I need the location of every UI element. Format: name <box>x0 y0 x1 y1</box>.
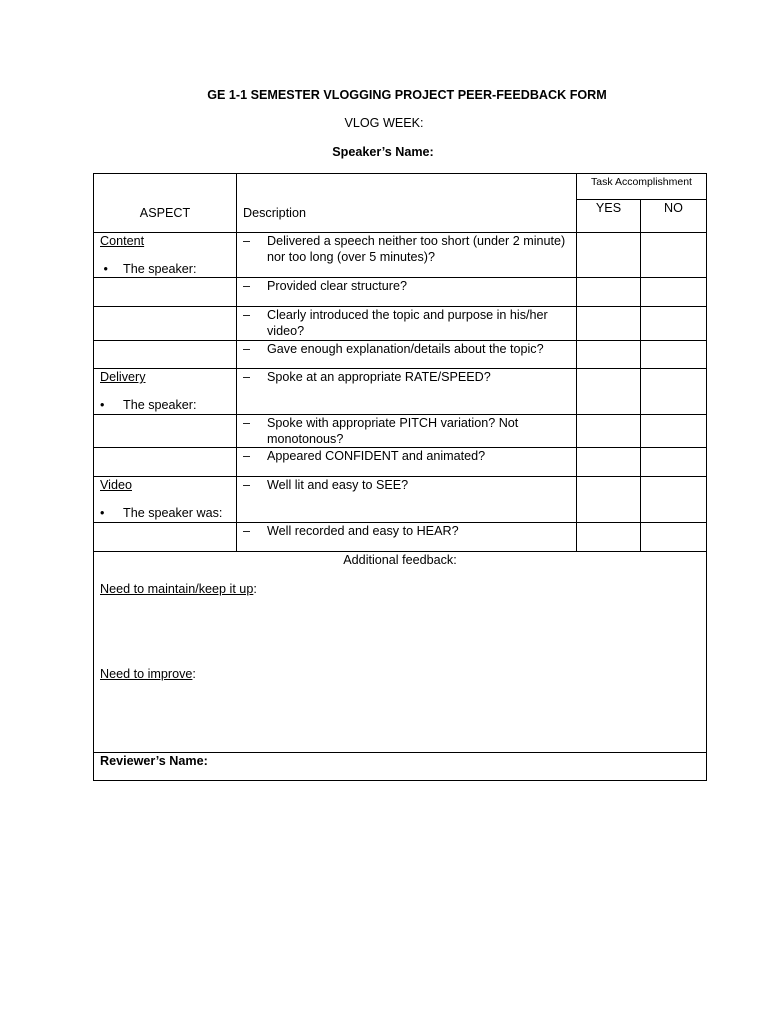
video-bullet-text: The speaker was: <box>123 506 223 520</box>
bullet-icon: • <box>100 506 105 520</box>
aspect-header-label: ASPECT <box>139 206 191 220</box>
improve-line <box>100 666 700 682</box>
delivery-aspect-cell <box>94 369 237 415</box>
description-text: Provided clear structure? <box>267 279 407 293</box>
description-cell <box>237 448 577 477</box>
dash-icon: – <box>243 308 251 322</box>
yes-checkbox-cell[interactable] <box>577 415 641 448</box>
video-bullet <box>100 505 230 521</box>
video-aspect-label: Video <box>100 478 132 492</box>
yes-checkbox-cell[interactable] <box>577 307 641 341</box>
description-text: Appeared CONFIDENT and animated? <box>267 449 486 463</box>
speaker-name-label: Speaker’s Name: <box>332 145 434 159</box>
no-checkbox-cell[interactable] <box>641 233 707 278</box>
no-checkbox-cell[interactable] <box>641 307 707 341</box>
yes-checkbox-cell[interactable] <box>577 341 641 369</box>
additional-feedback-cell[interactable] <box>94 552 707 753</box>
maintain-colon: : <box>253 582 257 596</box>
task-accomplishment-header: Task Accomplishment <box>577 174 707 200</box>
description-cell <box>237 523 577 552</box>
reviewer-name-label: Reviewer’s Name: <box>100 754 208 768</box>
content-bullet-text: The speaker: <box>123 262 197 276</box>
description-header <box>237 174 577 233</box>
video-aspect-cell <box>94 477 237 523</box>
description-text: Spoke at an appropriate RATE/SPEED? <box>267 370 491 384</box>
no-checkbox-cell[interactable] <box>641 523 707 552</box>
aspect-cell-empty <box>94 341 237 369</box>
form-title: GE 1-1 SEMESTER VLOGGING PROJECT PEER-FEEDBACK FORM <box>207 88 607 102</box>
description-text: Delivered a speech neither too short (under 2 minute) nor too long (over 5 minutes)? <box>267 234 566 264</box>
content-aspect-cell <box>94 233 237 278</box>
dash-icon: – <box>243 342 251 356</box>
reviewer-name-cell[interactable] <box>94 753 707 781</box>
no-checkbox-cell[interactable] <box>641 278 707 307</box>
description-cell <box>237 278 577 307</box>
improve-colon: : <box>192 667 196 681</box>
additional-feedback-title: Additional feedback: <box>343 553 457 567</box>
delivery-bullet-text: The speaker: <box>123 398 197 412</box>
no-checkbox-cell[interactable] <box>641 415 707 448</box>
no-checkbox-cell[interactable] <box>641 369 707 415</box>
description-text: Well recorded and easy to HEAR? <box>267 524 459 538</box>
yes-checkbox-cell[interactable] <box>577 278 641 307</box>
dash-icon: – <box>243 234 251 248</box>
vlog-week-label: VLOG WEEK: <box>344 116 424 130</box>
delivery-aspect-label: Delivery <box>100 370 146 384</box>
description-cell <box>237 415 577 448</box>
aspect-cell-empty <box>94 448 237 477</box>
aspect-cell-empty <box>94 415 237 448</box>
description-cell <box>237 341 577 369</box>
aspect-cell-empty <box>94 307 237 341</box>
maintain-label: Need to maintain/keep it up <box>100 582 254 596</box>
bullet-icon: • <box>100 398 105 412</box>
description-cell <box>237 307 577 341</box>
improve-label: Need to improve <box>100 667 193 681</box>
no-checkbox-cell[interactable] <box>641 477 707 523</box>
yes-header: YES <box>577 200 641 233</box>
dash-icon: – <box>243 524 251 538</box>
description-text: Well lit and easy to SEE? <box>267 478 409 492</box>
aspect-cell-empty <box>94 278 237 307</box>
description-text: Clearly introduced the topic and purpose in his/her video? <box>267 308 548 338</box>
description-header-label: Description <box>243 206 306 220</box>
description-cell <box>237 233 577 278</box>
content-bullet <box>100 261 230 277</box>
dash-icon: – <box>243 478 251 492</box>
maintain-line <box>100 581 700 597</box>
yes-checkbox-cell[interactable] <box>577 523 641 552</box>
description-text: Gave enough explanation/details about the topic? <box>267 342 544 356</box>
peer-feedback-table <box>93 173 707 781</box>
no-checkbox-cell[interactable] <box>641 448 707 477</box>
yes-checkbox-cell[interactable] <box>577 448 641 477</box>
dash-icon: – <box>243 370 251 384</box>
delivery-bullet <box>100 397 230 413</box>
description-cell <box>237 477 577 523</box>
yes-checkbox-cell[interactable] <box>577 477 641 523</box>
yes-checkbox-cell[interactable] <box>577 369 641 415</box>
no-header: NO <box>641 200 707 233</box>
no-checkbox-cell[interactable] <box>641 341 707 369</box>
yes-checkbox-cell[interactable] <box>577 233 641 278</box>
description-text: Spoke with appropriate PITCH variation? Not monotonous? <box>267 416 519 446</box>
dash-icon: – <box>243 279 251 293</box>
dash-icon: – <box>243 449 251 463</box>
content-aspect-label: Content <box>100 234 145 248</box>
dash-icon: – <box>243 416 251 430</box>
description-cell <box>237 369 577 415</box>
aspect-cell-empty <box>94 523 237 552</box>
bullet-icon: • <box>103 262 108 276</box>
aspect-header <box>94 174 237 233</box>
